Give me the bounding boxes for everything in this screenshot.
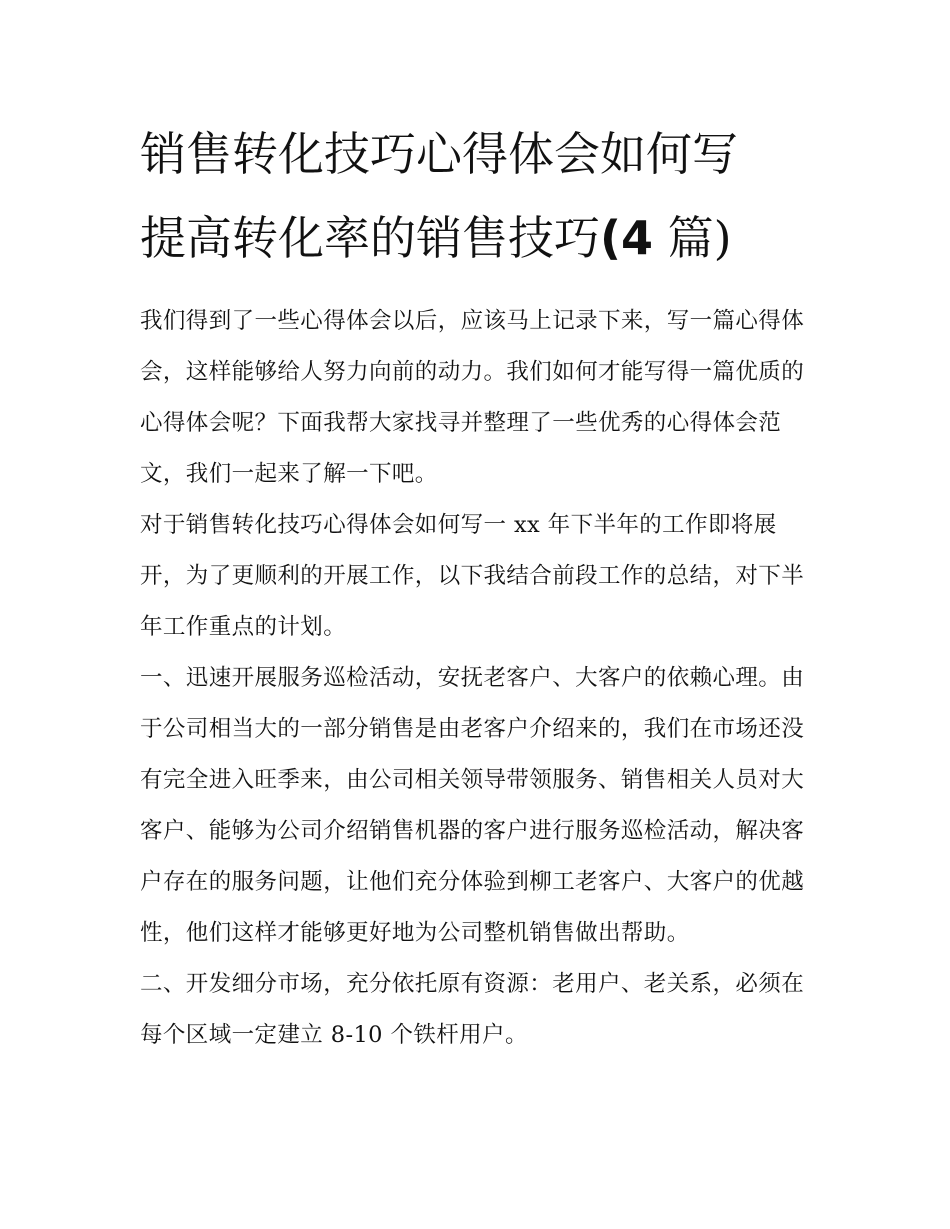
paragraph-item-1: 一、迅速开展服务巡检活动，安抚老客户、大客户的依赖心理。由于公司相当大的一部分销售是由老客户介绍来的，我们在市场还没有完全进入旺季来，由公司相关领导带领服务、销售相关人员对大客户、能够为公司介绍销售机器的客户进行服务巡检活动，解决客户存在的服务问题，让他们充分体验到柳工老客户、大客户的优越性，他们这样才能够更好地为公司整机销售做出帮助。 bbox=[140, 665, 805, 946]
document-page bbox=[140, 112, 812, 1061]
paragraph-intro: 我们得到了一些心得体会以后，应该马上记录下来，写一篇心得体会，这样能够给人努力向前的动力。我们如何才能写得一篇优质的心得体会呢？下面我帮大家找寻并整理了一些优秀的心得体会范文，我们一起来了解一下吧。 bbox=[140, 308, 805, 487]
document-title bbox=[140, 112, 812, 280]
paragraph-plan: 对于销售转化技巧心得体会如何写一 xx 年下半年的工作即将展开，为了更顺利的开展工作，以下我结合前段工作的总结，对下半年工作重点的计划。 bbox=[140, 512, 805, 640]
title-line-2-prefix: 提高转化率的销售技巧 bbox=[140, 211, 600, 265]
title-line-2-count: (4 bbox=[600, 211, 654, 265]
paragraph-item-2: 二、开发细分市场，充分依托原有资源：老用户、老关系，必须在每个区域一定建立 8-10 个铁杆用户。 bbox=[140, 971, 805, 1048]
title-line-1: 销售转化技巧心得体会如何写 bbox=[140, 127, 738, 181]
title-line-2-suffix: 篇) bbox=[653, 211, 732, 265]
